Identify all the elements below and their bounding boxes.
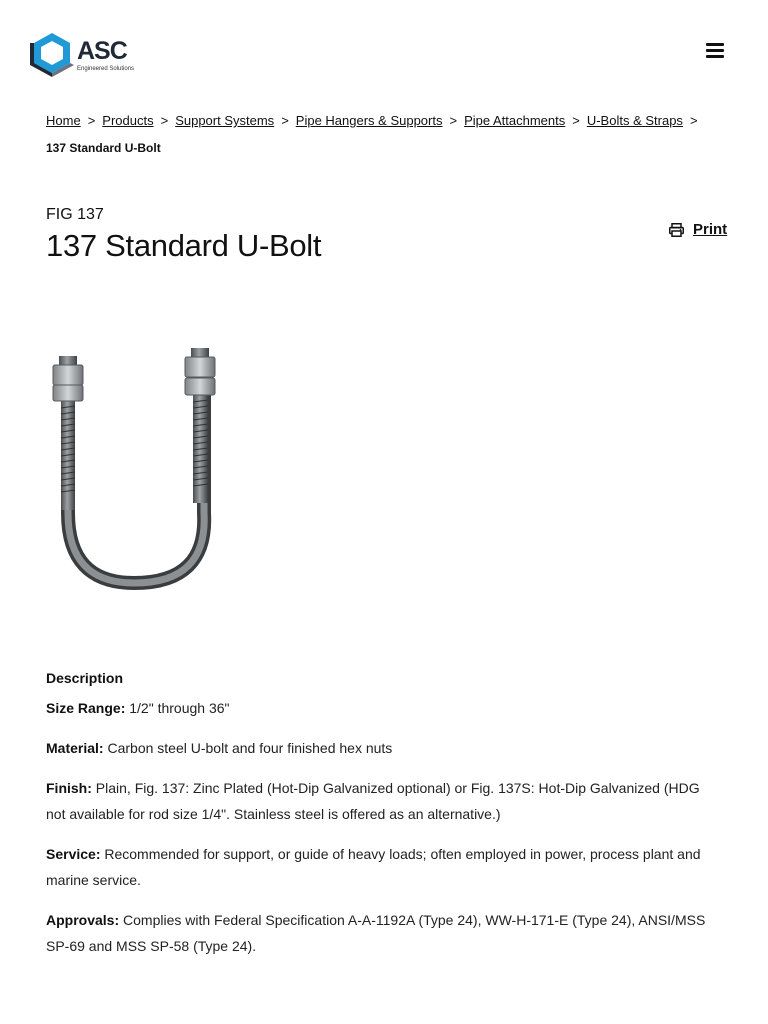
breadcrumb-current: 137 Standard U-Bolt bbox=[46, 141, 161, 155]
breadcrumb-separator: > bbox=[689, 113, 698, 128]
breadcrumb-separator: > bbox=[572, 113, 580, 128]
size-range-label: Size Range: bbox=[46, 700, 126, 716]
service bbox=[46, 841, 722, 893]
u-bolt-product-image bbox=[46, 338, 226, 593]
breadcrumb-pipe-attachments[interactable]: Pipe Attachments bbox=[464, 113, 566, 128]
printer-icon bbox=[669, 223, 684, 237]
breadcrumb-pipe-hangers[interactable]: Pipe Hangers & Supports bbox=[295, 113, 443, 128]
breadcrumb-separator: > bbox=[87, 113, 96, 128]
finish bbox=[46, 775, 722, 827]
breadcrumb-separator: > bbox=[449, 113, 458, 128]
breadcrumb-separator: > bbox=[160, 113, 169, 128]
size-range-value: 1/2" through 36" bbox=[129, 700, 230, 716]
service-value: Recommended for support, or guide of heavy loads; often employed in power, process plant and marine service. bbox=[46, 846, 701, 888]
site-header bbox=[0, 0, 768, 100]
service-label: Service: bbox=[46, 846, 101, 862]
breadcrumb-support-systems[interactable]: Support Systems bbox=[175, 113, 275, 128]
print-label: Print bbox=[693, 221, 728, 238]
print-button[interactable] bbox=[669, 221, 727, 238]
description-section bbox=[46, 665, 722, 973]
approvals-value: Complies with Federal Specification A-A-1192A (Type 24), WW-H-171-E (Type 24), ANSI/MSS SP-69 and MSS SP-58 (Type 24). bbox=[46, 912, 706, 954]
hamburger-menu-icon[interactable] bbox=[706, 43, 724, 59]
material bbox=[46, 735, 722, 761]
breadcrumb bbox=[46, 111, 736, 155]
description-heading: Description bbox=[46, 670, 124, 686]
page-title: 137 Standard U-Bolt bbox=[46, 228, 322, 263]
breadcrumb-home[interactable]: Home bbox=[46, 113, 81, 128]
finish-label: Finish: bbox=[46, 780, 92, 796]
breadcrumb-u-bolts-straps[interactable]: U-Bolts & Straps bbox=[586, 113, 683, 128]
asc-logo[interactable] bbox=[30, 31, 142, 79]
approvals-label: Approvals: bbox=[46, 912, 120, 928]
figure-number: FIG 137 bbox=[46, 206, 104, 223]
breadcrumb-products[interactable]: Products bbox=[102, 113, 154, 128]
approvals bbox=[46, 907, 722, 959]
hexagon-logo-icon bbox=[30, 31, 74, 77]
brand-tagline: Engineered Solutions bbox=[77, 66, 135, 72]
brand-name: ASC bbox=[77, 37, 127, 65]
material-label: Material: bbox=[46, 740, 104, 756]
finish-value: Plain, Fig. 137: Zinc Plated (Hot-Dip Galvanized optional) or Fig. 137S: Hot-Dip Galvanized (HDG not available for rod size 1/4". Stainless steel is offered as an alternative.) bbox=[46, 780, 700, 822]
breadcrumb-separator: > bbox=[281, 113, 289, 128]
size-range bbox=[46, 695, 722, 721]
material-value: Carbon steel U-bolt and four finished hex nuts bbox=[107, 740, 393, 756]
